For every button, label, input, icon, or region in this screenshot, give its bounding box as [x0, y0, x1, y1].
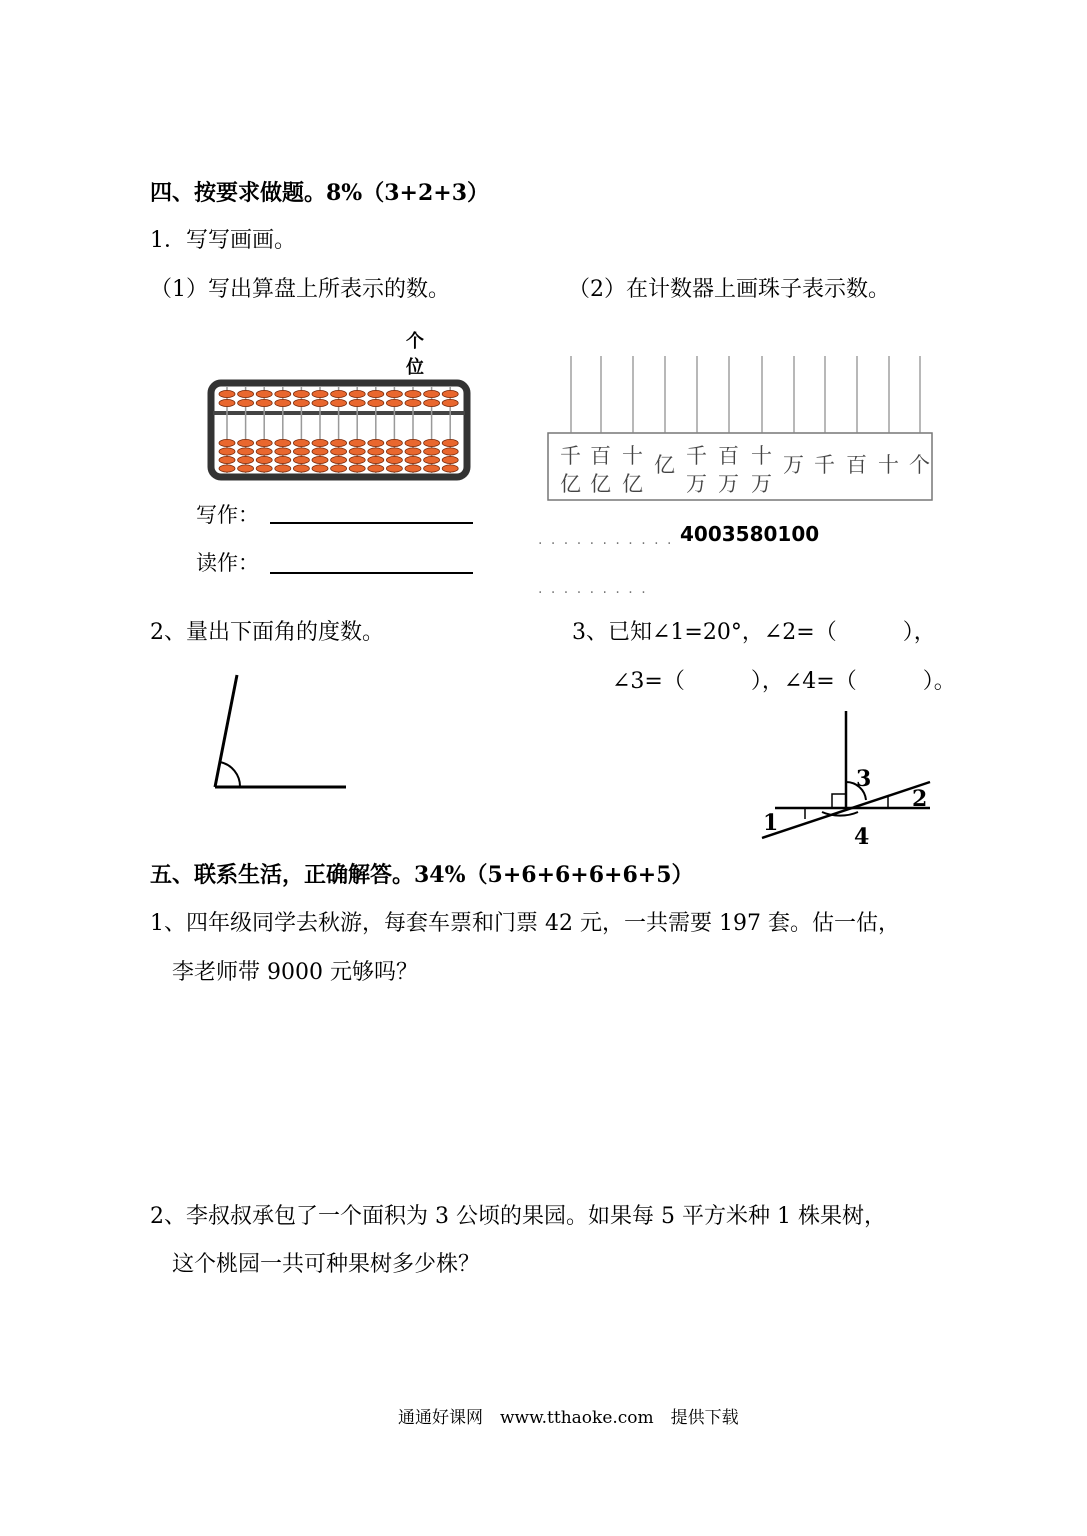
counter-place-top-11: 个 — [909, 453, 930, 477]
footer: 通通好课网 www.tthaoke.com 提供下载 — [398, 1408, 739, 1428]
counter-place-top-9: 百 — [846, 453, 867, 477]
problem-2-line1: 2、李叔叔承包了一个面积为 3 公顷的果园。如果每 5 平方米种 1 株果树， — [150, 1204, 886, 1229]
counter-number: 4003580100 — [680, 522, 820, 546]
counter-place-top-8: 千 — [814, 453, 835, 477]
counter-place-top-2: 十 — [622, 444, 643, 468]
section5-title: 五、联系生活，正确解答。34%（5+6+6+6+6+5） — [150, 862, 694, 888]
counter-place-top-5: 百 — [718, 444, 739, 468]
write-label: 写作： — [196, 503, 259, 527]
section4-title: 四、按要求做题。8%（3+2+3） — [150, 180, 490, 206]
counter-place-bottom-5: 万 — [718, 472, 739, 496]
counter-place-bottom-2: 亿 — [622, 472, 643, 496]
angle-label-1: 1 — [763, 810, 779, 836]
counter-place-bottom-0: 亿 — [560, 472, 581, 496]
angle-label-3: 3 — [856, 766, 872, 792]
counter-place-top-4: 千 — [686, 444, 707, 468]
angle-label-2: 2 — [912, 786, 928, 812]
problem-1-line2: 李老师带 9000 元够吗？ — [172, 960, 418, 985]
counter-place-bottom-6: 万 — [751, 472, 772, 496]
question-1-part2: （2）在计数器上画珠子表示数。 — [568, 277, 890, 302]
counter-place-top-6: 十 — [751, 444, 772, 468]
abacus-label-ones-top: 个 — [406, 331, 424, 352]
counter-place-top-10: 十 — [878, 453, 899, 477]
counter-place-bottom-4: 万 — [686, 472, 707, 496]
counter-place-top-0: 千 — [560, 444, 581, 468]
question-3-line1: 3、已知∠1=20°，∠2=（ ）， — [572, 620, 936, 645]
read-label: 读作： — [196, 551, 259, 575]
counter-place-top-1: 百 — [590, 444, 611, 468]
problem-1-line1: 1、四年级同学去秋游，每套车票和门票 42 元，一共需要 197 套。估一估， — [150, 911, 900, 936]
angle-label-4: 4 — [854, 824, 870, 850]
question-2: 2、量出下面角的度数。 — [150, 620, 384, 645]
counter-place-bottom-1: 亿 — [590, 472, 611, 496]
abacus-label-ones-bottom: 位 — [406, 357, 424, 378]
question-3-line2: ∠3=（ ），∠4=（ ）。 — [612, 669, 956, 694]
dotted-guide-2: . . . . . . . . . — [538, 581, 648, 597]
dotted-guide-1: . . . . . . . . . . . — [538, 532, 674, 548]
problem-2-line2: 这个桃园一共可种果树多少株？ — [172, 1252, 481, 1277]
question-1-part1: （1）写出算盘上所表示的数。 — [150, 277, 450, 302]
counter-place-top-3: 亿 — [654, 453, 675, 477]
question-1: 1．写写画画。 — [150, 228, 296, 253]
counter-place-top-7: 万 — [783, 453, 804, 477]
